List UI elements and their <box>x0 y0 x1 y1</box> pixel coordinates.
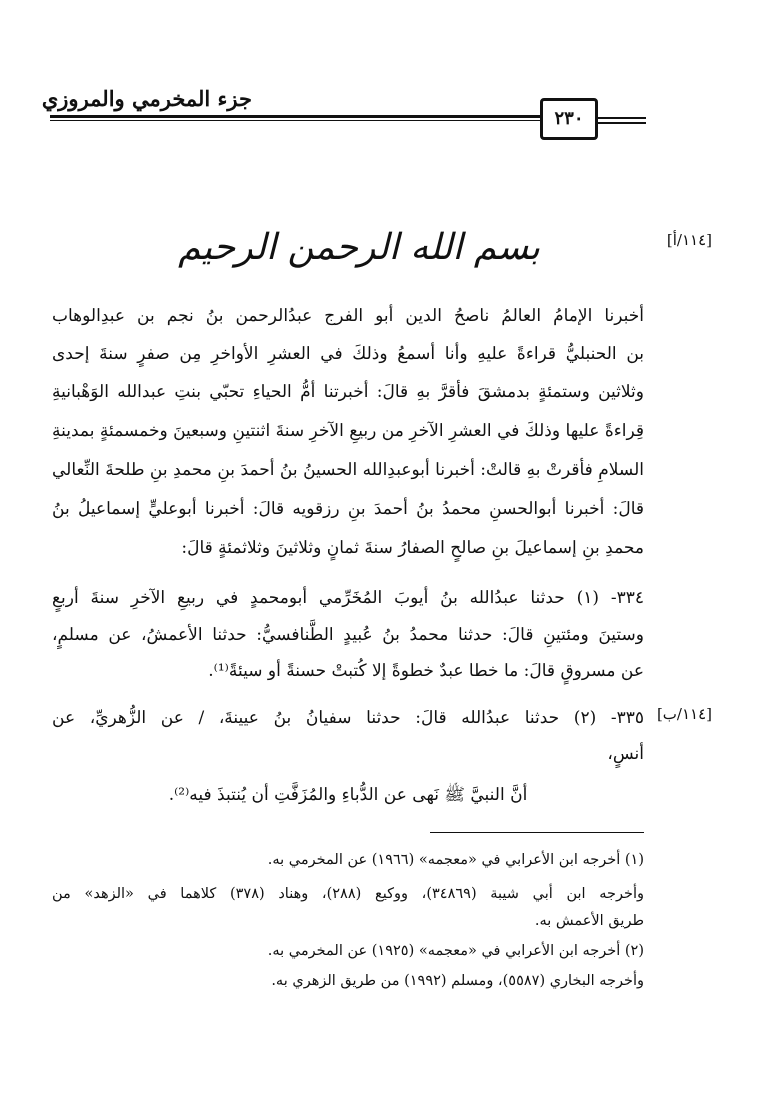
text-line: محمدِ بنِ إسماعيلَ بنِ صالحٍ الصفارُ سنةَ ثمانٍ وثلاثينَ وثلاثمئةٍ قالَ: <box>181 538 644 558</box>
header-rule-right <box>590 117 646 119</box>
footnote-line: وأخرجه البخاري (٥٥٨٧)، ومسلم (١٩٩٢) من طريق الزهري به. <box>271 973 644 989</box>
text-line: أخبرنا الإمامُ العالمُ ناصحُ الدين أبو الفرج عبدُالرحمن بنُ نجم بن عبدِالوهاب <box>52 306 644 326</box>
footnote-line: طريق الأعمش به. <box>534 913 644 929</box>
footnote-line: (١) أخرجه ابن الأعرابي في «معجمه» (١٩٦٦) عن المخرمي به. <box>267 852 644 868</box>
hadith-335-matn: أنَّ النبيَّ ﷺ نَهى عن الدُّباءِ والمُزَفَّتِ أن يُنتبذَ فيه⁽²⁾. <box>168 785 528 805</box>
hadith-334-line: عن مسروقٍ قالَ: ما خطا عبدٌ خطوةً إلا كُتبتْ حسنةً أو سيئةً⁽¹⁾. <box>208 661 644 681</box>
text-line: قِراءةً عليها وذلكَ في العشرِ الآخرِ من ربيعِ الآخرِ سنةَ اثنتينِ وسبعينَ وخمسمئةٍ بمدينةِ <box>52 421 644 441</box>
hadith-334-line: وستينَ ومئتينِ قالَ: حدثنا محمدُ بنُ عُبيدٍ الطَّنافسيُّ: حدثنا الأعمشُ، عن مسلمٍ، <box>52 625 644 645</box>
footnote-line: (٢) أخرجه ابن الأعرابي في «معجمه» (١٩٢٥) عن المخرمي به. <box>267 943 644 959</box>
folio-marker-a: [١١٤/أ] <box>666 231 712 249</box>
text-line: بن الحنبليُّ قراءةً عليهِ وأنا أسمعُ وذلكَ في العشرِ الأواخرِ مِن صفرٍ سنةَ إحدى <box>52 344 644 364</box>
footnote-line: وأخرجه ابن أبي شيبة (٣٤٨٦٩)، ووكيع (٢٨٨)، وهناد (٣٧٨) كلاهما في «الزهد» من <box>52 886 644 902</box>
text-line: وثلاثين وستمئةٍ بدمشقَ فأقرَّ بهِ قالَ: أخبرتنا أمُّ الحياءِ تحبّي بنتِ عبدالله الوَهْبانيةِ <box>52 382 644 402</box>
hadith-335-line: أنسٍ، <box>607 744 644 764</box>
running-header-title: جزء المخرمي والمروزي <box>41 86 252 111</box>
header-rule-right-lower <box>590 122 646 124</box>
hadith-335-line: ٣٣٥- (٢) حدثنا عبدُالله قالَ: حدثنا سفيانُ بنُ عيينةَ، / عن الزُّهريِّ، عن <box>52 708 645 728</box>
basmala-calligraphy: بسم الله الرحمن الرحيم <box>178 227 540 268</box>
header-rule-thin <box>50 120 550 121</box>
folio-marker-b: [١١٤/ب] <box>656 705 712 723</box>
header-rule <box>50 115 550 118</box>
text-line: السلامِ فأقرتْ بهِ قالتْ: أخبرنا أبوعبدِالله الحسينُ بنُ أحمدَ بنِ محمدِ بنِ طلحةَ النِّعالي <box>52 460 644 480</box>
page-number: ٢٣٠ <box>540 98 598 140</box>
text-line: قالَ: أخبرنا أبوالحسنِ محمدُ بنُ أحمدَ بنِ رزقويه قالَ: أخبرنا أبوعليٍّ إسماعيلُ بنُ <box>52 499 644 519</box>
hadith-334-line: ٣٣٤- (١) حدثنا عبدُالله بنُ أيوبَ المُخَرِّمي أبومحمدٍ في ربيعِ الآخرِ سنةَ أربعٍ <box>52 588 644 608</box>
footnote-separator <box>430 832 644 833</box>
